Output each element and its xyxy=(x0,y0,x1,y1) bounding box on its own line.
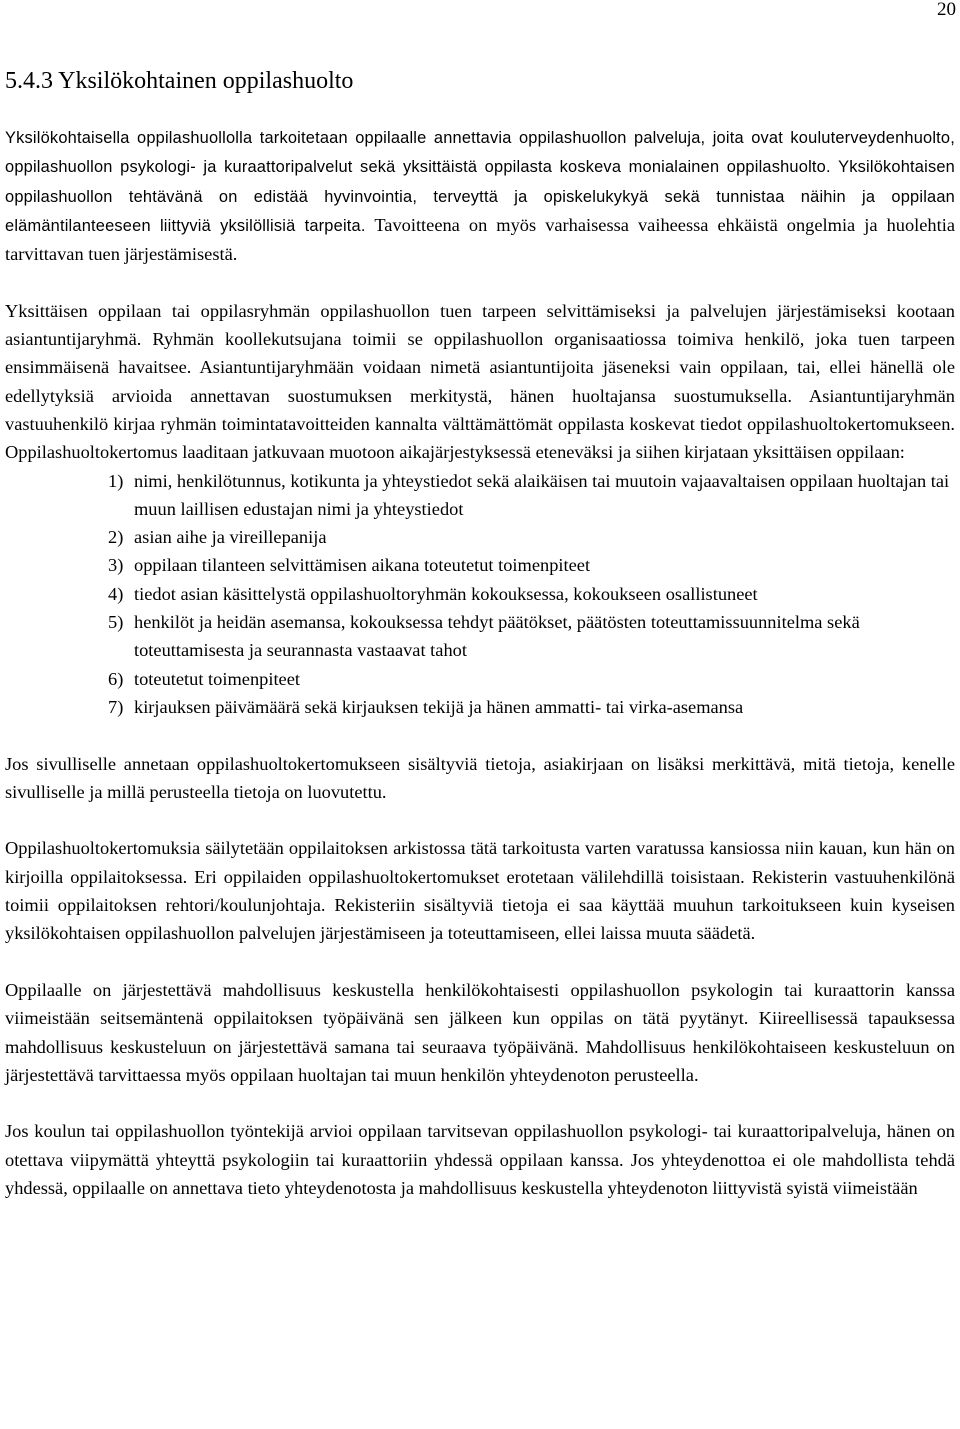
list-item xyxy=(5,608,955,665)
record-contents-list xyxy=(5,467,955,722)
paragraph-archiving: Oppilashuoltokertomuksia säilytetään oppilaitoksen arkistossa tätä tarkoitusta varten varatussa kansiossa niin kauan, kun hän on kirjoilla oppilaitoksessa. Eri oppilaiden oppilashuoltokertomukset erotetaan välilehdillä toisistaan. Rekisterin vastuuhenkilönä toimii oppilaitoksen rehtori/koulunjohtaja. Rekisteriin sisältyviä tietoja ei saa käyttää muuhun tarkoitukseen kuin kyseisen yksilökohtaisen oppilashuollon palvelujen järjestämiseen ja toteuttamiseen, ellei laissa muuta säädetä. xyxy=(5,838,955,944)
list-item xyxy=(5,580,955,608)
paragraph-purpose-task: Yksilökohtaisen oppilashuollon tehtävänä on edistää hyvinvointia, terveyttä ja opiskelukykyä sekä tunnistaa näihin ja oppilaan elämäntilanteeseen liittyviä yksilöllisiä tarpeita. xyxy=(5,158,955,235)
document-body xyxy=(5,123,955,1231)
list-item-text: toteutetut toimenpiteet xyxy=(134,668,300,689)
paragraph-discussion: Oppilaalle on järjestettävä mahdollisuus keskustella henkilökohtaisesti oppilashuollon psykologin tai kuraattorin kanssa viimeistään seitsemäntenä oppilaitoksen työpäivänä sen jälkeen kun oppilas on tätä pyytänyt. Kiireellisessä tapauksessa mahdollisuus keskusteluun on järjestettävä samana tai seuraava työpäivänä. Mahdollisuus henkilökohtaiseen keskusteluun on järjestettävä tarvittaessa myös oppilaan huoltajan tai muun henkilön yhteydenoton perusteella. xyxy=(5,979,955,1085)
list-item-number: 5) xyxy=(108,612,124,633)
list-item-text: oppilaan tilanteen selvittämisen aikana toteutetut toimenpiteet xyxy=(134,555,591,576)
list-item-text: nimi, henkilötunnus, kotikunta ja yhteystiedot sekä alaikäisen tai muutoin vajaavaltaisen oppilaan huoltajan tai muun laillisen edustajan nimi ja yhteystiedot xyxy=(134,470,950,519)
list-item-text: henkilöt ja heidän asemansa, kokouksessa tehdyt päätökset, päätösten toteuttamissuunnitelma sekä toteuttamisesta ja seurannasta vastaavat tahot xyxy=(134,612,860,661)
list-item xyxy=(5,467,955,524)
section-heading: 5.4.3 Yksilökohtainen oppilashuolto xyxy=(5,68,354,94)
indented-note: Jos sivulliselle annetaan oppilashuoltokertomukseen sisältyviä tietoja, asiakirjaan on lisäksi merkittävä, mitä tietoja, kenelle sivulliselle ja millä perusteella tietoja on luovutettu. xyxy=(5,753,955,802)
list-item-number: 4) xyxy=(108,583,124,604)
list-item-text: asian aihe ja vireillepanija xyxy=(134,527,327,548)
list-item-number: 3) xyxy=(108,555,124,576)
paragraph-purpose xyxy=(5,123,955,268)
list-item-text: tiedot asian käsittelystä oppilashuoltoryhmän kokouksessa, kokoukseen osallistuneet xyxy=(134,583,758,604)
list-item xyxy=(5,551,955,579)
paragraph-expert-group: Yksittäisen oppilaan tai oppilasryhmän oppilashuollon tuen tarpeen selvittämiseksi ja palvelujen järjestämiseksi kootaan asiantuntijaryhmä. Ryhmän koollekutsujana toimii se oppilashuollon organisaatiossa toimiva henkilö, joka tuen tarpeen ensimmäisenä havaitsee. Asiantuntijaryhmään voidaan nimetä asiantuntijoita jäseneksi vain oppilaan, tai, ellei hänellä ole edellytyksiä arvioida annettavan suostumuksen merkitystä, hänen huoltajansa suostumuksella. Asiantuntijaryhmän vastuuhenkilö kirjaa ryhmän toimintatavoitteiden kannalta välttämättömät oppilasta koskevat tiedot oppilashuoltokertomukseen. Oppilashuoltokertomus laaditaan jatkuvaan muotoon aikajärjestyksessä eteneväksi ja siihen kirjataan yksittäisen oppilaan: xyxy=(5,300,955,463)
list-item xyxy=(5,693,955,721)
paragraph-contact: Jos koulun tai oppilashuollon työntekijä arvioi oppilaan tarvitsevan oppilashuollon psykologi- tai kuraattoripalveluja, hänen on otettava viipymättä yhteyttä psykologiin tai kuraattoriin yhdessä oppilaan kanssa. Jos yhteydenottoa ei ole mahdollista tehdä yhdessä, oppilaalle on annettava tieto yhteydenotosta ja mahdollisuus keskustella yhteydenoton liittyvistä syistä viimeistään xyxy=(5,1121,955,1198)
list-item-text: kirjauksen päivämäärä sekä kirjauksen tekijä ja hänen ammatti- tai virka-asemansa xyxy=(134,696,744,717)
list-item-number: 7) xyxy=(108,696,124,717)
paragraph-purpose-goal: Tavoitteena on myös varhaisessa vaiheessa ehkäistä ongelmia ja huolehtia tarvittavan tuen järjestämisestä. xyxy=(5,214,956,265)
list-item-number: 6) xyxy=(108,668,124,689)
paragraph-purpose-definition: Yksilökohtaisella oppilashuollolla tarkoitetaan oppilaalle annettavia oppilashuollon palveluja, joita ovat kouluterveydenhuolto, oppilashuollon psykologi- ja kuraattoripalvelut sekä yksittäistä oppilasta koskeva monialainen oppilashuolto. xyxy=(5,129,955,177)
list-item xyxy=(5,523,955,551)
page-number: 20 xyxy=(937,0,956,20)
list-item xyxy=(5,665,955,693)
list-item-number: 2) xyxy=(108,527,124,548)
list-item-number: 1) xyxy=(108,470,124,491)
